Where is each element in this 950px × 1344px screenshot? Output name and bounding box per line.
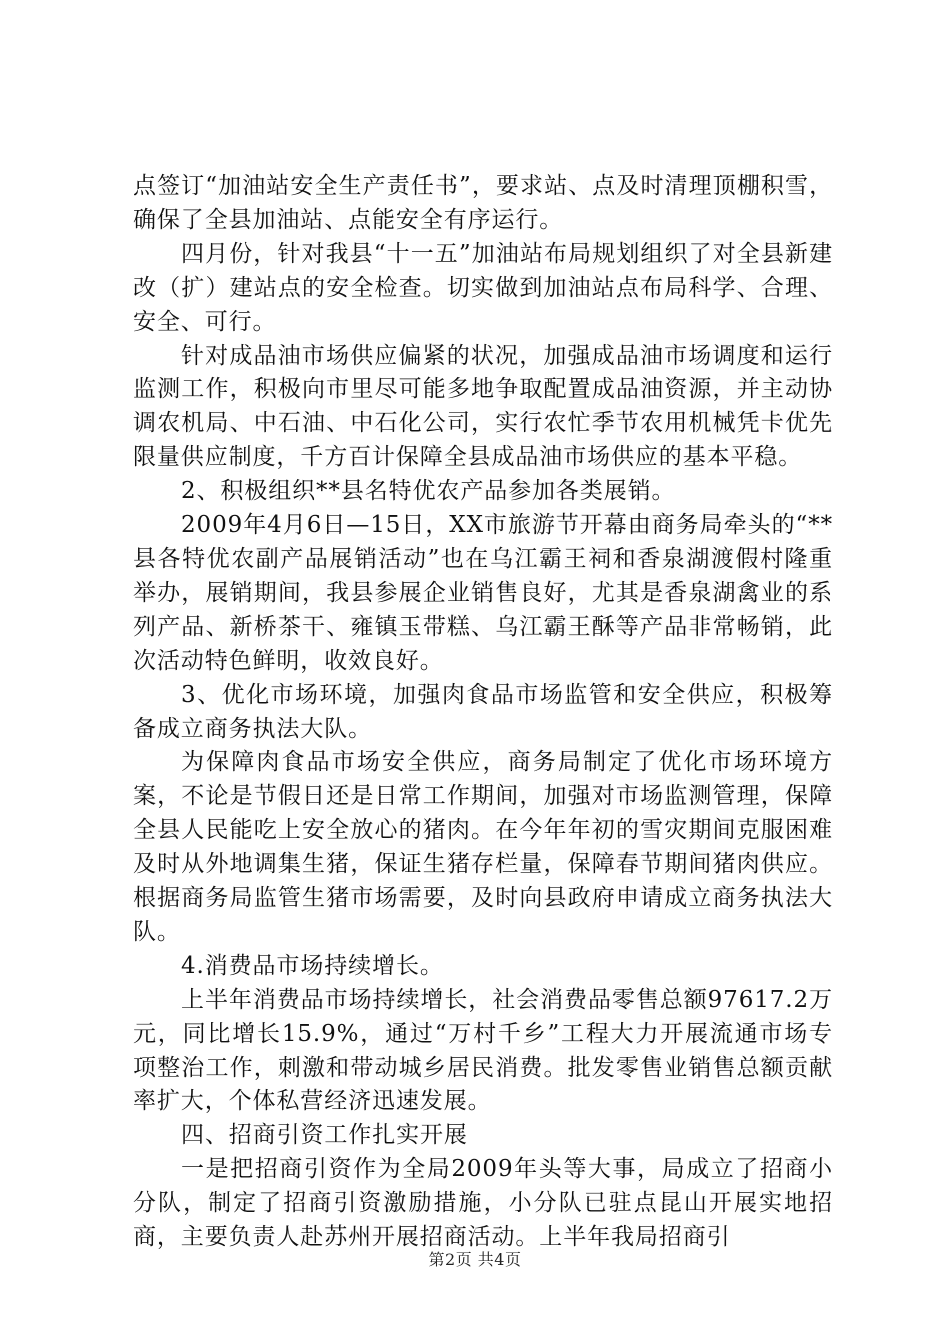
document-body (133, 170, 833, 1255)
paragraph: 四月份，针对我县“十一五”加油站布局规划组织了对全县新建改（扩）建站点的安全检查。切实做到加油站点布局科学、合理、安全、可行。 (133, 240, 833, 335)
paragraph: 点签订“加油站安全生产责任书”，要求站、点及时清理顶棚积雪，确保了全县加油站、点能安全有序运行。 (133, 173, 833, 233)
paragraph: 上半年消费品市场持续增长，社会消费品零售总额97617.2万元，同比增长15.9%，通过“万村千乡”工程大力开展流通市场专项整治工作，刺激和带动城乡居民消费。批发零售业销售总额贡献率扩大，个体私营经济迅速发展。 (133, 986, 833, 1115)
page-footer: 第2页 共4页 (428, 1250, 522, 1269)
paragraph: 为保障肉食品市场安全供应，商务局制定了优化市场环境方案，不论是节假日还是日常工作期间，加强对市场监测管理，保障全县人民能吃上安全放心的猪肉。在今年年初的雪灾期间克服困难及时从外地调集生猪，保证生猪存栏量，保障春节期间猪肉供应。根据商务局监管生猪市场需要，及时向县政府申请成立商务执法大队。 (133, 749, 833, 945)
section-heading: 2、积极组织**县名特优农产品参加各类展销。 (181, 478, 676, 505)
section-heading: 四、招商引资工作扎实开展 (181, 1122, 468, 1149)
section-heading: 3、优化市场环境，加强肉食品市场监管和安全供应，积极筹备成立商务执法大队。 (133, 681, 833, 742)
paragraph: 2009年4月6日—15日，XX市旅游节开幕由商务局牵头的“**县各特优农副产品展销活动”也在乌江霸王祠和香泉湖渡假村隆重举办，展销期间，我县参展企业销售良好，尤其是香泉湖禽业的系列产品、新桥茶干、雍镇玉带糕、乌江霸王酥等产品非常畅销，此次活动特色鲜明，收效良好。 (133, 512, 833, 674)
paragraph: 针对成品油市场供应偏紧的状况，加强成品油市场调度和运行监测工作，积极向市里尽可能多地争取配置成品油资源，并主动协调农机局、中石油、中石化公司，实行农忙季节农用机械凭卡优先限量供应制度，千方百计保障全县成品油市场供应的基本平稳。 (133, 342, 833, 471)
section-heading: 4.消费品市场持续增长。 (181, 952, 444, 979)
paragraph: 一是把招商引资作为全局2009年头等大事，局成立了招商小分队，制定了招商引资激励措施，小分队已驻点昆山开展实地招商，主要负责人赴苏州开展招商活动。上半年我局招商引 (133, 1156, 833, 1251)
